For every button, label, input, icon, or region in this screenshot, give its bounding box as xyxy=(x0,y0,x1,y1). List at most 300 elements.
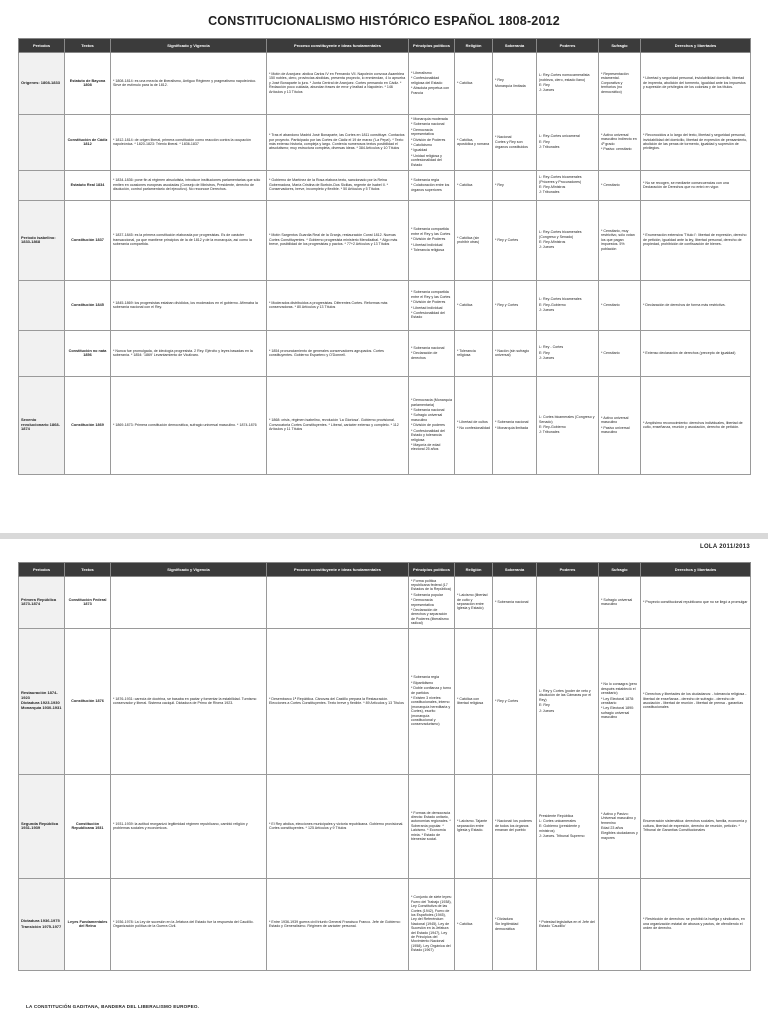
cell-line: E: Rey-Ministros xyxy=(539,240,566,244)
cell-line: L: Rey-Cortes nomocameralista (nobleza, clero, estado llano) xyxy=(539,73,590,82)
cell-poderes xyxy=(537,331,599,377)
page-title: CONSTITUCIONALISMO HISTÓRICO ESPAÑOL 1808-2012 xyxy=(208,14,560,28)
cell-line: Estatuto Real 1834 xyxy=(70,182,105,187)
page-1 xyxy=(12,0,756,530)
cell-principios xyxy=(409,171,455,201)
cell-line: * No se recogen, se mediante consecuencias con una Declaración de Derechos que no entró en vigor. xyxy=(643,180,729,189)
cell-line: Constitución Federal 1873 xyxy=(68,597,107,607)
cell-period xyxy=(19,281,65,331)
cell-religion xyxy=(455,53,493,115)
cell-line: * Libertad individual xyxy=(411,242,443,247)
cell-derechos xyxy=(641,629,751,775)
cell-line: E: Rey xyxy=(539,83,550,87)
cell-proceso xyxy=(267,281,409,331)
cell-line: * 1869-1873: Primera constitución democrática, sufragio universal masculino. * 1874-1876 xyxy=(113,422,257,427)
cell-sufragio xyxy=(599,775,641,879)
cell-soberania xyxy=(493,115,537,171)
cell-line: Constitución 1845 xyxy=(71,302,104,307)
cell-sufragio xyxy=(599,577,641,629)
cell-line: Dictadura 1923-1930 xyxy=(21,700,60,706)
column-header: Derechos y libertades xyxy=(641,563,751,577)
cell-significado xyxy=(111,281,267,331)
cell-line: * 1837-1845: es la primera constitución elaborada por progresistas. Es de carácter transaccional, ya que mantiene principios de la de 1812 y de la monarquía, así como la soberanía compartida. xyxy=(113,233,252,247)
cell-line: * 1868: crisis, régimen isabelino, revolución 'La Gloriosa'. Gobierno provisional. Convocatoria Cortes Constituyentes. * Liberal, carácter extenso y completo. * 112 Artículos y 11 Títulos xyxy=(269,418,399,432)
cell-line: * Tras el abandono Madrid José Bonaparte, las Cortes en 1811 constituye. Contactos por proyecto. Participado por las Cortes de Cádiz el 19 de marzo ('La Pepa'). * Texto más extenso historia, compleja y largo. Contenía numerosos textos posibilidad el absolutismo; muy estructura completa, diversas ideas. * 384 Artículos y 10 Títulos xyxy=(269,133,405,151)
cell-religion xyxy=(455,879,493,971)
cell-poderes xyxy=(537,775,599,879)
cell-line: * Ley Electoral 1878: censitario xyxy=(601,696,635,706)
cell-line: * Soberanía compartida entre el Rey y las Cortes xyxy=(411,290,451,299)
cell-line: Constitución no nata 1856 xyxy=(68,348,107,357)
cell-line: * El Rey abdica, elecciones municipales y victoria republicana. Gobierno provisional. Cortes constituyentes. * 125 Artículos y 9 Títulos xyxy=(269,821,404,831)
cell-line: * Gobierno de Martínez de la Rosa elabora texto, sancionado por la Reina Gobernadora, María Cristina de Borbón-Dos Sicilias, regente de Isabel II. * Conservadores, breve, incompleto y flexible. * 50 Artículos y 5 Títulos xyxy=(269,178,389,192)
cell-line: * Existen 3 niveles: constitucionales, interno (monarquía hereditaria y Cortes), escrito (monarquía constitucional y conservadurismo) xyxy=(411,695,451,727)
column-header: Poderes xyxy=(537,39,599,53)
cell-derechos xyxy=(641,281,751,331)
cell-line: * Confesionalidad del Estado xyxy=(411,310,445,320)
cell-line: * Libertad de cultos xyxy=(457,420,488,425)
cell-line: * División de Poderes xyxy=(411,137,446,142)
cell-texto xyxy=(65,577,111,629)
cell-line: * Confesionalidad religiosa del Estado xyxy=(411,76,443,85)
cell-line: L: Rey-Cortes bicamerales (Próceres y Procuradores) xyxy=(539,175,582,184)
footer-caption: LA CONSTITUCIÓN GADITANA, BANDERA DEL LIBERALISMO EUROPEO. xyxy=(26,1004,200,1009)
cell-line: Edad 23 años xyxy=(601,826,624,831)
cell-religion xyxy=(455,201,493,281)
cell-sufragio xyxy=(599,53,641,115)
cell-line: * Censitario xyxy=(601,182,620,187)
cell-religion xyxy=(455,171,493,201)
table-row xyxy=(19,377,751,475)
cell-line: Constitución 1876 xyxy=(71,698,104,703)
cell-line: * Dictadura xyxy=(495,916,513,921)
cell-line: * Confesionalidad del Estado y tolerancia religiosa xyxy=(411,428,445,442)
cell-line: J: Jueces xyxy=(539,308,555,313)
cell-line: * Motín Sargentos Guardia Real de la Granja, restauración Const 1812. Nuevas Cortes Constituyentes. * Gobierno progresista ministerio Mendizábal. * Algo más breve, posibilidad de los progresistas y pactos. * 77+2 Artículos y 13 Títulos xyxy=(269,233,398,247)
cell-significado xyxy=(111,629,267,775)
table-row xyxy=(19,577,751,629)
cell-proceso xyxy=(267,377,409,475)
cell-derechos xyxy=(641,53,751,115)
cell-line: Leyes Fundamentales del Reino xyxy=(67,919,108,929)
table-header-row xyxy=(19,39,751,53)
column-header: Sufragio xyxy=(599,563,641,577)
column-header: Significado y Vigencia xyxy=(111,563,267,577)
cell-line: * Soberanía regia xyxy=(411,675,439,680)
cell-significado xyxy=(111,53,267,115)
cell-significado xyxy=(111,331,267,377)
cell-line: Cortes y Rey son órganos constituidos xyxy=(495,140,528,149)
cell-line: L: Cortes unicamerales xyxy=(539,818,576,823)
column-header: Soberanía xyxy=(493,39,537,53)
cell-sufragio xyxy=(599,879,641,971)
cell-religion xyxy=(455,115,493,171)
cell-proceso xyxy=(267,115,409,171)
cell-line: Sexenio revolucionario 1868-1874 xyxy=(21,417,60,432)
cell-proceso xyxy=(267,629,409,775)
cell-line: * Absoluta perpetua con Francia xyxy=(411,86,450,95)
cell-proceso xyxy=(267,201,409,281)
cell-line: * Forma política republicana federal (17 Estados de la República) xyxy=(411,578,451,592)
cell-poderes xyxy=(537,201,599,281)
cell-line: * Laicismo. Tajante separación entre Iglesia y Estado. xyxy=(457,819,488,833)
cell-line: Constitución 1837 xyxy=(71,237,104,242)
cell-poderes xyxy=(537,629,599,775)
cell-line: Monarquía limitada xyxy=(495,83,526,88)
cell-poderes xyxy=(537,281,599,331)
cell-line: J: Tribunales xyxy=(539,145,560,150)
cell-texto xyxy=(65,879,111,971)
cell-line: * Bipartidismo xyxy=(411,680,434,685)
cell-line: Transición 1975-1977 xyxy=(21,923,62,929)
cell-soberania xyxy=(493,53,537,115)
column-header: Derechos y libertades xyxy=(641,39,751,53)
column-header: Periodos xyxy=(19,563,65,577)
cell-poderes xyxy=(537,53,599,115)
cell-sufragio xyxy=(599,629,641,775)
cell-line: * Declaración de derechos de forma más restrictiva. xyxy=(643,302,726,307)
cell-line: Elegibles ciudadanos y mayores xyxy=(601,831,638,840)
cell-sufragio xyxy=(599,331,641,377)
cell-line: * No lo consagra (pero después estableció el censitario) xyxy=(601,682,637,696)
cell-line: * Mayoría de edad electoral 25 años xyxy=(411,442,441,452)
cell-line: E: Rey xyxy=(539,139,550,144)
table-row xyxy=(19,53,751,115)
cell-line: * Ley Electoral 1890: sufragio universal masculino xyxy=(601,706,635,720)
column-header: Periodos xyxy=(19,39,65,53)
cell-line: * Tolerancia religiosa xyxy=(457,348,476,357)
cell-line: * Amplísimo reconocimiento: derechos individuales, libertad de culto, enseñanza, reunión y asociación, derecho de petición. xyxy=(643,420,743,429)
cell-line: * Católica, apostólica y romana xyxy=(457,137,490,146)
cell-period xyxy=(19,775,65,879)
cell-derechos xyxy=(641,775,751,879)
cell-line: Monarquía 1930-1931 xyxy=(21,705,62,711)
header-lola-2: LOLA 2011/2013 xyxy=(699,544,750,550)
cell-religion xyxy=(455,377,493,475)
cell-derechos xyxy=(641,879,751,971)
cell-line: * Sufragio universal masculino xyxy=(601,597,633,607)
cell-line: * Rey xyxy=(495,78,504,83)
cell-line: * Libertad individual xyxy=(411,305,443,310)
cell-texto xyxy=(65,775,111,879)
cell-line: * Libertad y seguridad personal, inviolabilidad domicilio, libertad de imprenta, abolición del tormento, igualdad ante los impuestos y supresión de privilegios de los colonias y de los títulos. xyxy=(643,76,746,90)
cell-poderes xyxy=(537,879,599,971)
table-header-row xyxy=(19,563,751,577)
cell-line: * Democracia representativa xyxy=(411,127,434,137)
table-row xyxy=(19,629,751,775)
cell-line: * Representación estamental. Corporativa y territorios (no democrático) xyxy=(601,71,629,94)
cell-derechos xyxy=(641,201,751,281)
table-row xyxy=(19,331,751,377)
cell-principios xyxy=(409,331,455,377)
cell-proceso xyxy=(267,879,409,971)
cell-line: * Activo y Pasivo: Universal masculino y femenino xyxy=(601,811,636,825)
cell-texto xyxy=(65,171,111,201)
cell-period xyxy=(19,629,65,775)
cell-line: * Censitario, muy restrictivo, sólo votan los que pagan impuestos. 5% población xyxy=(601,228,635,251)
cell-sufragio xyxy=(599,201,641,281)
cell-line: Constitución de Cádiz 1812 xyxy=(67,137,108,146)
cell-religion xyxy=(455,577,493,629)
cell-line: E: Rey-Gobierno xyxy=(539,302,566,307)
cell-line: Segunda República 1931-1939 xyxy=(21,820,59,831)
cell-principios xyxy=(409,775,455,879)
cell-line: * Rey y Cortes xyxy=(495,698,519,703)
cell-period xyxy=(19,331,65,377)
cell-period xyxy=(19,171,65,201)
cell-line: * Sufragio universal masculino xyxy=(411,413,443,422)
cell-line: Orígenes: 1808-1833 xyxy=(21,79,60,85)
table-row xyxy=(19,879,751,971)
cell-significado xyxy=(111,115,267,171)
cell-line: * Restricción de derechos: se prohibió la huelga y sindicatos, en una organización estatal de abusos y pactos, de ofendiendo el orden de derecho. xyxy=(643,917,745,931)
cell-line: * Declaración de derechos xyxy=(411,351,438,360)
cell-line: Restauración 1874-1923 xyxy=(21,690,58,700)
cell-line: * Rey y Cortes xyxy=(495,237,519,242)
cell-line: * Unidad religiosa y confesionalidad del Estado xyxy=(411,153,442,167)
cell-line: * Igualdad xyxy=(411,148,428,153)
cell-line: * Católica xyxy=(457,302,473,307)
cell-line: * Monarquía moderada xyxy=(411,116,448,121)
cell-texto xyxy=(65,53,111,115)
cell-religion xyxy=(455,281,493,331)
cell-line: * Nunca fue promulgada, de ideología progresista. 2 Rey. Ejército y leyes basadas en la soberanía. * 1854: '1869' Levantamiento de Vicálvaro. xyxy=(113,348,253,357)
cell-line: Constitución Republicana 1931 xyxy=(71,821,104,831)
cell-line: Presidente República xyxy=(539,813,574,818)
column-header: Textos xyxy=(65,563,111,577)
constitutions-table-1 xyxy=(18,38,751,475)
cell-principios xyxy=(409,53,455,115)
cell-line: Estatuto de Bayona 1808 xyxy=(69,78,106,87)
cell-principios xyxy=(409,281,455,331)
cell-line: Primera República 1873-1874 xyxy=(21,596,57,607)
page-divider xyxy=(0,533,768,539)
cell-period xyxy=(19,201,65,281)
cell-line: * 1936-1978: La Ley de sucesión en la Jefatura del Estado fue la respuesta del Caudillo. Organización política de la Guerra Civil. xyxy=(113,919,254,929)
cell-poderes xyxy=(537,115,599,171)
cell-principios xyxy=(409,879,455,971)
cell-line: * Catolicismo xyxy=(411,143,432,147)
cell-soberania xyxy=(493,171,537,201)
column-header: Significado y Vigencia xyxy=(111,39,267,53)
cell-soberania xyxy=(493,775,537,879)
column-header: Proceso constituyente e ideas fundamentales xyxy=(267,39,409,53)
cell-line: J: Jueces xyxy=(539,708,555,713)
cell-line: * Extenso declaración de derechos (precepto de igualdad) xyxy=(643,350,736,355)
cell-line: * Desembarco 1ª República. Cánovas del Castillo prepara la Restauración. Elecciones a Cortes Constituyentes. Texto breve y flexible. * 89 Artículos y 13 Títulos xyxy=(269,696,404,706)
cell-line: * 1845-1869: los progresistas estaban divididos, los moderados en el gobierno. Afirmaba la soberanía nacional con el Rey. xyxy=(113,300,258,309)
column-header: Principios políticos xyxy=(409,39,455,53)
cell-line: L: Cortes bicamerales (Congreso y Senado) xyxy=(539,415,595,424)
cell-poderes xyxy=(537,577,599,629)
cell-line: * Católica xyxy=(457,182,473,187)
cell-line: * 1931-1939: la actitud reorganizó legitimidad régimen republicano, cambió religión y problemas sociales y económicos. xyxy=(113,821,248,831)
cell-line: J: Jueces xyxy=(539,356,555,361)
column-header: Poderes xyxy=(537,563,599,577)
cell-derechos xyxy=(641,331,751,377)
cell-principios xyxy=(409,201,455,281)
cell-line: * Entre 1936-1939 guerra civil triunfo General Francisco Franco. Jefe de Gobierno: Estado y Generalísimo. Régimen de carácter personal. xyxy=(269,919,401,929)
cell-proceso xyxy=(267,775,409,879)
cell-texto xyxy=(65,115,111,171)
cell-line: * Rey xyxy=(495,182,504,187)
cell-sufragio xyxy=(599,115,641,171)
cell-line: E: Gobierno (presidente y ministros) xyxy=(539,824,580,833)
cell-line: * Conjunto de siete leyes: Fuero del Trabajo (1938), Ley Constitutiva de las Cortes (1942), Fuero de los Españoles (1945), Ley del Referéndum Nacional (1945), Ley de Sucesión en la Jefatura del Estado (1947), Ley de Principios del Movimiento Nacional (1958), Ley Orgánica del Estado (1967) xyxy=(411,895,452,953)
cell-line: Sin legitimidad democrática xyxy=(495,922,519,931)
cell-derechos xyxy=(641,171,751,201)
cell-period xyxy=(19,577,65,629)
page-2 xyxy=(12,540,756,1014)
cell-line: Enumeración sistemática: derechos sociales, familia, economía y cultura, libertad de expresión, derecho de reunión, petición. * Tribunal de Garantías Constitucionales xyxy=(643,819,747,833)
column-header: Proceso constituyente e ideas fundamentales xyxy=(267,563,409,577)
table-body xyxy=(19,53,751,475)
table-row xyxy=(19,171,751,201)
cell-line: * Soberanía nacional xyxy=(411,122,445,127)
table-row xyxy=(19,775,751,879)
cell-poderes xyxy=(537,377,599,475)
column-header: Textos xyxy=(65,39,111,53)
cell-proceso xyxy=(267,53,409,115)
cell-principios xyxy=(409,577,455,629)
cell-significado xyxy=(111,577,267,629)
cell-line: L: Rey-Cortes bicamerales xyxy=(539,297,582,302)
cell-texto xyxy=(65,377,111,475)
cell-line: E: Rey-Gobierno xyxy=(539,425,566,429)
cell-line: J: Tribunales xyxy=(539,190,560,195)
cell-line: * Derechos y libertades de los ciudadanos: - tolerancia religiosa - libertad de enseñanza - derecho de sufragio - derecho de asociación - libertad de reunión - libertad de prensa - garantías constitucionales xyxy=(643,692,747,710)
cell-line: * Nacional xyxy=(495,134,512,139)
cell-line: * Reconocidos a lo largo del texto, libertad y seguridad personal, inviolabilidad del domicilio, libertad de expresión de pensamiento, abolición de las penas de tormento, igualdad y supresión de privilegios. xyxy=(643,133,748,151)
cell-line: * Activo universal masculino xyxy=(601,415,629,425)
cell-poderes xyxy=(537,171,599,201)
cell-period xyxy=(19,377,65,475)
cell-line: * Motín de Aranjuez: abdica Carlos IV en Fernando VII. Napoleón convoca Asamblea 150 nobles, clero, provincias abolidas, presenta proyecto, lo enmiendan, 4 lo aprueba y José Bonaparte lo jura. * Junta Central de Aranjuez. Cortes pensando en Cádiz. * Redacción poco cuidada, abundan frases de error y lealtad a Napoleón. * 146 Artículos y 13 Títulos xyxy=(269,71,406,94)
cell-line: * Democracia (Monarquía parlamentaria) xyxy=(411,398,452,407)
cell-principios xyxy=(409,115,455,171)
cell-line: * No confesionalidad xyxy=(457,425,490,430)
cell-line: * Moderados distribuidos a progresistas. Diferentes Cortes. Reformas más conservadoras. * 80 Artículos y 13 Títulos xyxy=(269,300,388,309)
cell-principios xyxy=(409,629,455,775)
cell-line: J: Jueces xyxy=(539,88,555,93)
cell-soberania xyxy=(493,377,537,475)
cell-line: * División de Poderes xyxy=(411,237,446,242)
cell-sufragio xyxy=(599,377,641,475)
cell-soberania xyxy=(493,879,537,971)
constitutions-table-2 xyxy=(18,562,751,971)
cell-line: L: Rey - Cortes xyxy=(539,345,564,350)
cell-line: * Declaración de derechos y separación de Poderes (liberalismo radical) xyxy=(411,607,449,626)
cell-line: J: Tribunales xyxy=(539,430,560,435)
cell-line: * Soberanía compartida entre el Rey y las Cortes xyxy=(411,227,451,236)
cell-line: * División de poderes xyxy=(411,423,445,428)
cell-line: * Soberanía popular xyxy=(411,592,443,597)
cell-line: * Rey y Cortes xyxy=(495,302,519,307)
cell-line: L: Rey y Cortes (poder de veto y disolución de las Cámaras por el Rey) xyxy=(539,689,592,702)
cell-line: * Nacional: los poderes de todos los órganos emanan del pueblo xyxy=(495,819,532,833)
cell-texto xyxy=(65,331,111,377)
cell-line: * Potestad legislativa en el Jefe del Estado 'Caudillo' xyxy=(539,919,595,929)
column-header: Principios políticos xyxy=(409,563,455,577)
cell-line: * Censitario xyxy=(601,302,620,307)
cell-line: L: Rey-Cortes unicameral xyxy=(539,134,580,139)
cell-line: * Liberalismo xyxy=(411,70,432,75)
cell-texto xyxy=(65,281,111,331)
cell-significado xyxy=(111,879,267,971)
cell-sufragio xyxy=(599,281,641,331)
cell-line: * Democracia representativa xyxy=(411,598,434,607)
cell-texto xyxy=(65,629,111,775)
cell-line: * Pasivo universal masculino xyxy=(601,425,630,434)
table-row xyxy=(19,281,751,331)
cell-line: * Monarquía limitada xyxy=(495,425,528,430)
cell-soberania xyxy=(493,629,537,775)
column-header: Religión xyxy=(455,39,493,53)
cell-principios xyxy=(409,377,455,475)
cell-line: E: Rey xyxy=(539,350,550,355)
cell-line: * Tolerancia religiosa xyxy=(411,248,445,253)
cell-line: * Doble confianza y turno de partidos xyxy=(411,686,452,695)
cell-texto xyxy=(65,201,111,281)
cell-soberania xyxy=(493,577,537,629)
cell-line: J: Jueces. Tribunal Supremo xyxy=(539,834,585,839)
cell-line: * División de Poderes xyxy=(411,300,446,305)
cell-line: E: Rey xyxy=(539,703,550,708)
cell-soberania xyxy=(493,201,537,281)
cell-line: E: Rey-Ministros xyxy=(539,185,566,189)
cell-line: L: Rey-Cortes bicamerales (Congreso y Senado) xyxy=(539,230,582,239)
cell-line: * Colaboración entre los órganos superiores xyxy=(411,183,450,192)
cell-period xyxy=(19,53,65,115)
cell-line: * Soberanía nacional xyxy=(411,408,445,413)
cell-line: Periodo isabelino: 1833-1868 xyxy=(21,234,56,244)
cell-significado xyxy=(111,775,267,879)
cell-line: * 1876-1931: carecía de doctrina, se basaba en pactar y fomentar la estabilidad. Turnismo conservador y liberal. Sistema caciquil. Dictadura de Primo de Rivera 1923. xyxy=(113,696,257,706)
cell-soberania xyxy=(493,331,537,377)
cell-line: * 1808-1814: es una mezcla de liberalismo, Antiguo Régimen y pragmatismo napoleónico. Sirve de estímulo para la de 1812. xyxy=(113,78,257,87)
cell-line: Dictadura 1936-1975 xyxy=(21,918,60,924)
column-header: Religión xyxy=(455,563,493,577)
cell-line: * 1812-1814: de origen liberal, primera constitución como reacción contra la ocupación napoleónica. * 1820-1823: Trienio liberal. * 1836-1837 xyxy=(113,137,251,146)
cell-derechos xyxy=(641,377,751,475)
cell-line: * Proyecto constitucional republicano que no se llegó a promulgar xyxy=(643,599,748,604)
cell-religion xyxy=(455,331,493,377)
cell-line: * Soberanía nacional xyxy=(495,599,529,604)
cell-sufragio xyxy=(599,171,641,201)
cell-period xyxy=(19,115,65,171)
cell-line: * Enumeración extensiva 'Título I': libertad de expresión, derecho de petición, igualdad ante la ley, libertad personal, derecho de propiedad, prohibición de confiscación de bienes. xyxy=(643,233,747,247)
cell-proceso xyxy=(267,171,409,201)
cell-line: * Soberanía nacional xyxy=(411,345,445,350)
cell-line: * Censitario xyxy=(601,350,620,355)
cell-religion xyxy=(455,775,493,879)
cell-derechos xyxy=(641,115,751,171)
cell-line: * Formas de democracia directa: Estado unitario, autonomías regionales. * Soberanía popular. * Laicismo. * Economía mixta. * Estado de bienestar social. xyxy=(411,810,451,842)
cell-line: J: Jueces xyxy=(539,245,555,250)
column-header: Soberanía xyxy=(493,563,537,577)
cell-line: Constitución 1869 xyxy=(71,422,104,427)
cell-line: * Laicismo (libertad de culto y separación entre Iglesia y Estado) xyxy=(457,593,488,611)
cell-line: * Activo universal masculino indirecto en 4º grado xyxy=(601,132,637,146)
cell-line: * Católica (sin prohibir otras) xyxy=(457,235,480,244)
cell-line: * Pasivo: censitario xyxy=(601,146,632,151)
cell-line: * 1834-1836: pone fin al régimen absolutista, introduce instituciones parlamentarias que sólo emiten en ocasiones europeas asociadas (Consejo de Ministros, Presidente, derecho de disolución, control parlamentario del ejecutivo). No reconoce Derechos. xyxy=(113,178,261,192)
cell-period xyxy=(19,879,65,971)
cell-derechos xyxy=(641,577,751,629)
cell-religion xyxy=(455,629,493,775)
cell-line: * Católica con libertad religiosa xyxy=(457,696,484,706)
cell-line: * Soberanía regia xyxy=(411,177,439,182)
